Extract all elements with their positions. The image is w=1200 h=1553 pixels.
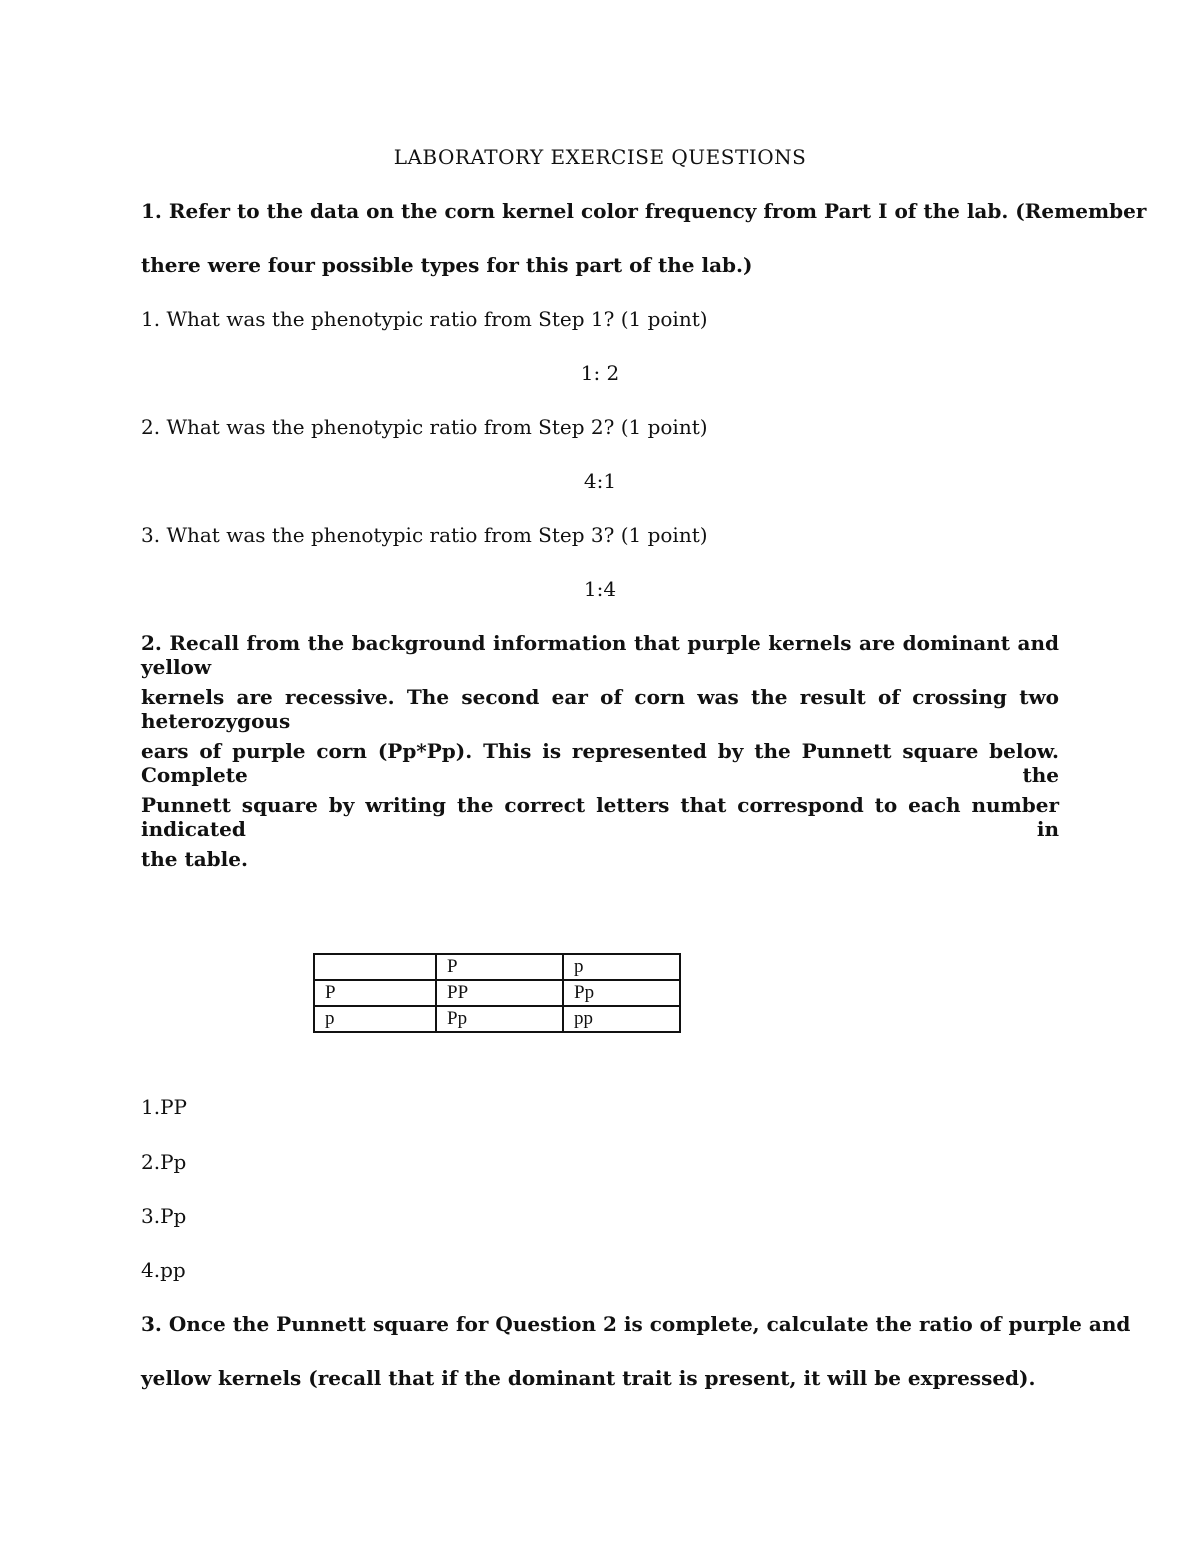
q3-number: 3. [141, 1312, 162, 1336]
q2-answer-1: 1.PP [141, 1095, 187, 1119]
q1-sub3-text: 3. What was the phenotypic ratio from Step 3? (1 point) [141, 523, 708, 547]
q1-sub1-answer: 1: 2 [580, 361, 620, 385]
table-cell: Pp [563, 980, 680, 1006]
q1-text-line2: there were four possible types for this part of the lab.) [141, 253, 753, 277]
q1-sub3-answer: 1:4 [583, 577, 617, 601]
table-cell: PP [436, 980, 563, 1006]
q2-line2: kernels are recessive. The second ear of corn was the result of crossing two heterozygous [141, 685, 1059, 733]
punnett-square-table [313, 953, 681, 1033]
table-header-row [314, 954, 680, 980]
q2-answer-2: 2.Pp [141, 1150, 187, 1174]
table-row [314, 980, 680, 1006]
q2-answer-3: 3.Pp [141, 1204, 187, 1228]
q1-number: 1. [141, 199, 162, 223]
q3-text-line2: yellow kernels (recall that if the dominant trait is present, it will be expressed). [141, 1366, 1036, 1390]
page-title: LABORATORY EXERCISE QUESTIONS [393, 145, 807, 169]
q1-sub1-text: 1. What was the phenotypic ratio from Step 1? (1 point) [141, 307, 708, 331]
q3-text-line1: 3. Once the Punnett square for Question 2 is complete, calculate the ratio of purple and [141, 1312, 1131, 1336]
table-cell: P [314, 980, 436, 1006]
q2-line4: Punnett square by writing the correct letters that correspond to each number indicated in [141, 793, 1059, 841]
q1-sub2-answer: 4:1 [583, 469, 617, 493]
table-cell: pp [563, 1006, 680, 1032]
q2-line3: ears of purple corn (Pp*Pp). This is represented by the Punnett square below. Complete the [141, 739, 1059, 787]
table-cell: p [314, 1006, 436, 1032]
table-cell: p [563, 954, 680, 980]
table-cell: P [436, 954, 563, 980]
q2-answer-4: 4.pp [141, 1258, 186, 1282]
q2-line5: the table. [141, 847, 248, 871]
table-row [314, 1006, 680, 1032]
table-cell: Pp [436, 1006, 563, 1032]
q2-line1: 2. Recall from the background information that purple kernels are dominant and yellow [141, 631, 1059, 679]
q1-sub2-text: 2. What was the phenotypic ratio from Step 2? (1 point) [141, 415, 708, 439]
table-cell [314, 954, 436, 980]
q1-text-line1: 1. Refer to the data on the corn kernel color frequency from Part I of the lab. (Remember [141, 199, 1147, 223]
q2-number: 2. [141, 631, 162, 655]
